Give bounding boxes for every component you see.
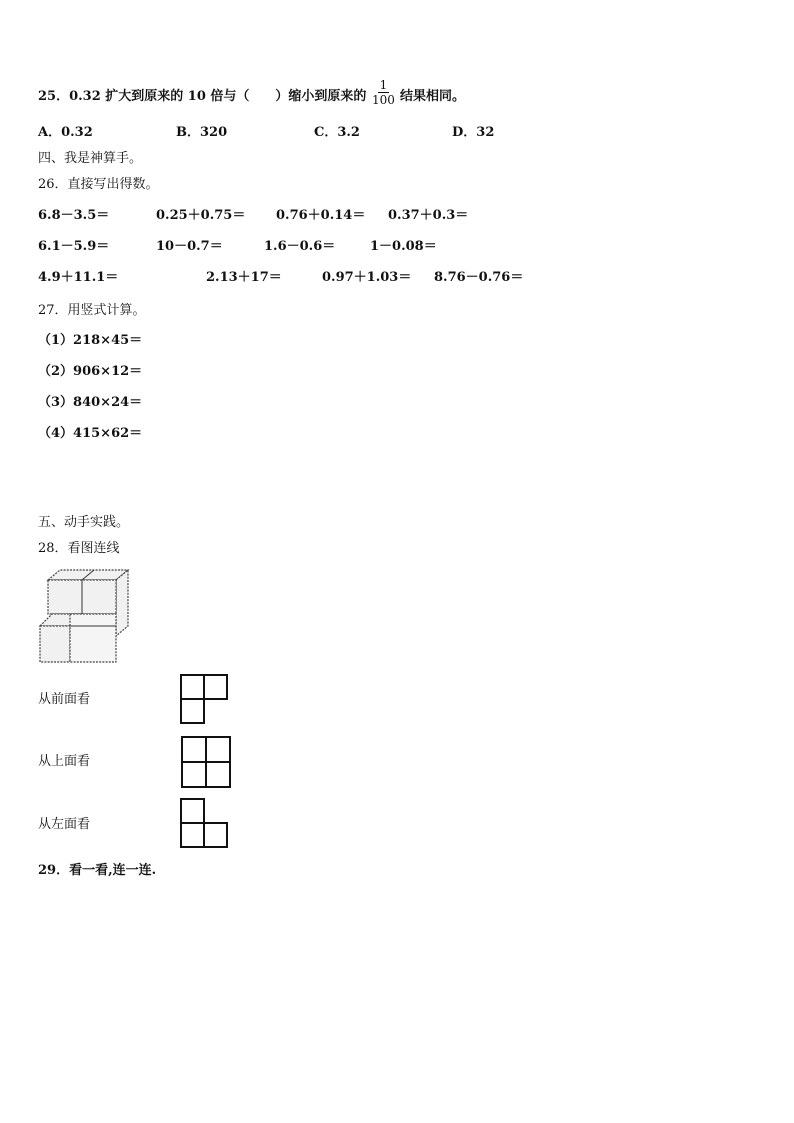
q26-item: 4.9＋11.1＝ [38,270,119,285]
q26-item: 2.13＋17＝ [206,270,282,285]
q26-item: 0.97＋1.03＝ [322,270,412,285]
q26-item: 1.6－0.6＝ [264,239,336,254]
q27-title: 27．用竖式计算。 [38,303,146,318]
q28-title: 28．看图连线 [38,541,120,556]
view-label-front: 从前面看 [38,692,91,707]
q26-item: 1－0.08＝ [370,239,437,254]
cube-stack-figure [38,568,133,664]
q25-option-d: D．32 [452,125,495,140]
q25-text-a: 0.32 扩大到原来的 10 倍与（ ）缩小到原来的 [69,89,367,104]
section5-title: 五、动手实践。 [38,515,130,530]
q25-fraction-denominator: 100 [372,93,395,107]
q25-option-b: B．320 [176,125,228,140]
view-shape-l-upper[interactable] [180,674,230,726]
view-shape-square-grid[interactable] [181,736,233,790]
q26-item: 10－0.7＝ [156,239,223,254]
q26-item: 6.1－5.9＝ [38,239,110,254]
q25-option-c: C．3.2 [314,125,360,140]
q27-item: （4）415×62＝ [38,426,143,441]
q25-option-a: A．0.32 [38,125,93,140]
q26-item: 0.25＋0.75＝ [156,208,246,223]
q25-line [38,88,366,106]
view-label-left: 从左面看 [38,817,91,832]
q26-item: 6.8－3.5＝ [38,208,110,223]
q26-title: 26．直接写出得数。 [38,177,159,192]
q27-item: （3）840×24＝ [38,395,143,410]
q26-item: 0.37＋0.3＝ [388,208,469,223]
q26-item: 0.76＋0.14＝ [276,208,366,223]
view-shape-l-lower[interactable] [180,798,230,850]
view-label-top: 从上面看 [38,754,91,769]
section4-title: 四、我是神算手。 [38,151,143,166]
q25-text-b: 结果相同。 [400,89,466,104]
q27-item: （1）218×45＝ [38,333,143,348]
q29-title: 29．看一看,连一连. [38,863,157,878]
q25-fraction-numerator: 1 [379,78,388,92]
q26-item: 8.76－0.76＝ [434,270,524,285]
q25-fraction [370,78,397,107]
q25-number: 25． [38,89,70,104]
q27-item: （2）906×12＝ [38,364,143,379]
